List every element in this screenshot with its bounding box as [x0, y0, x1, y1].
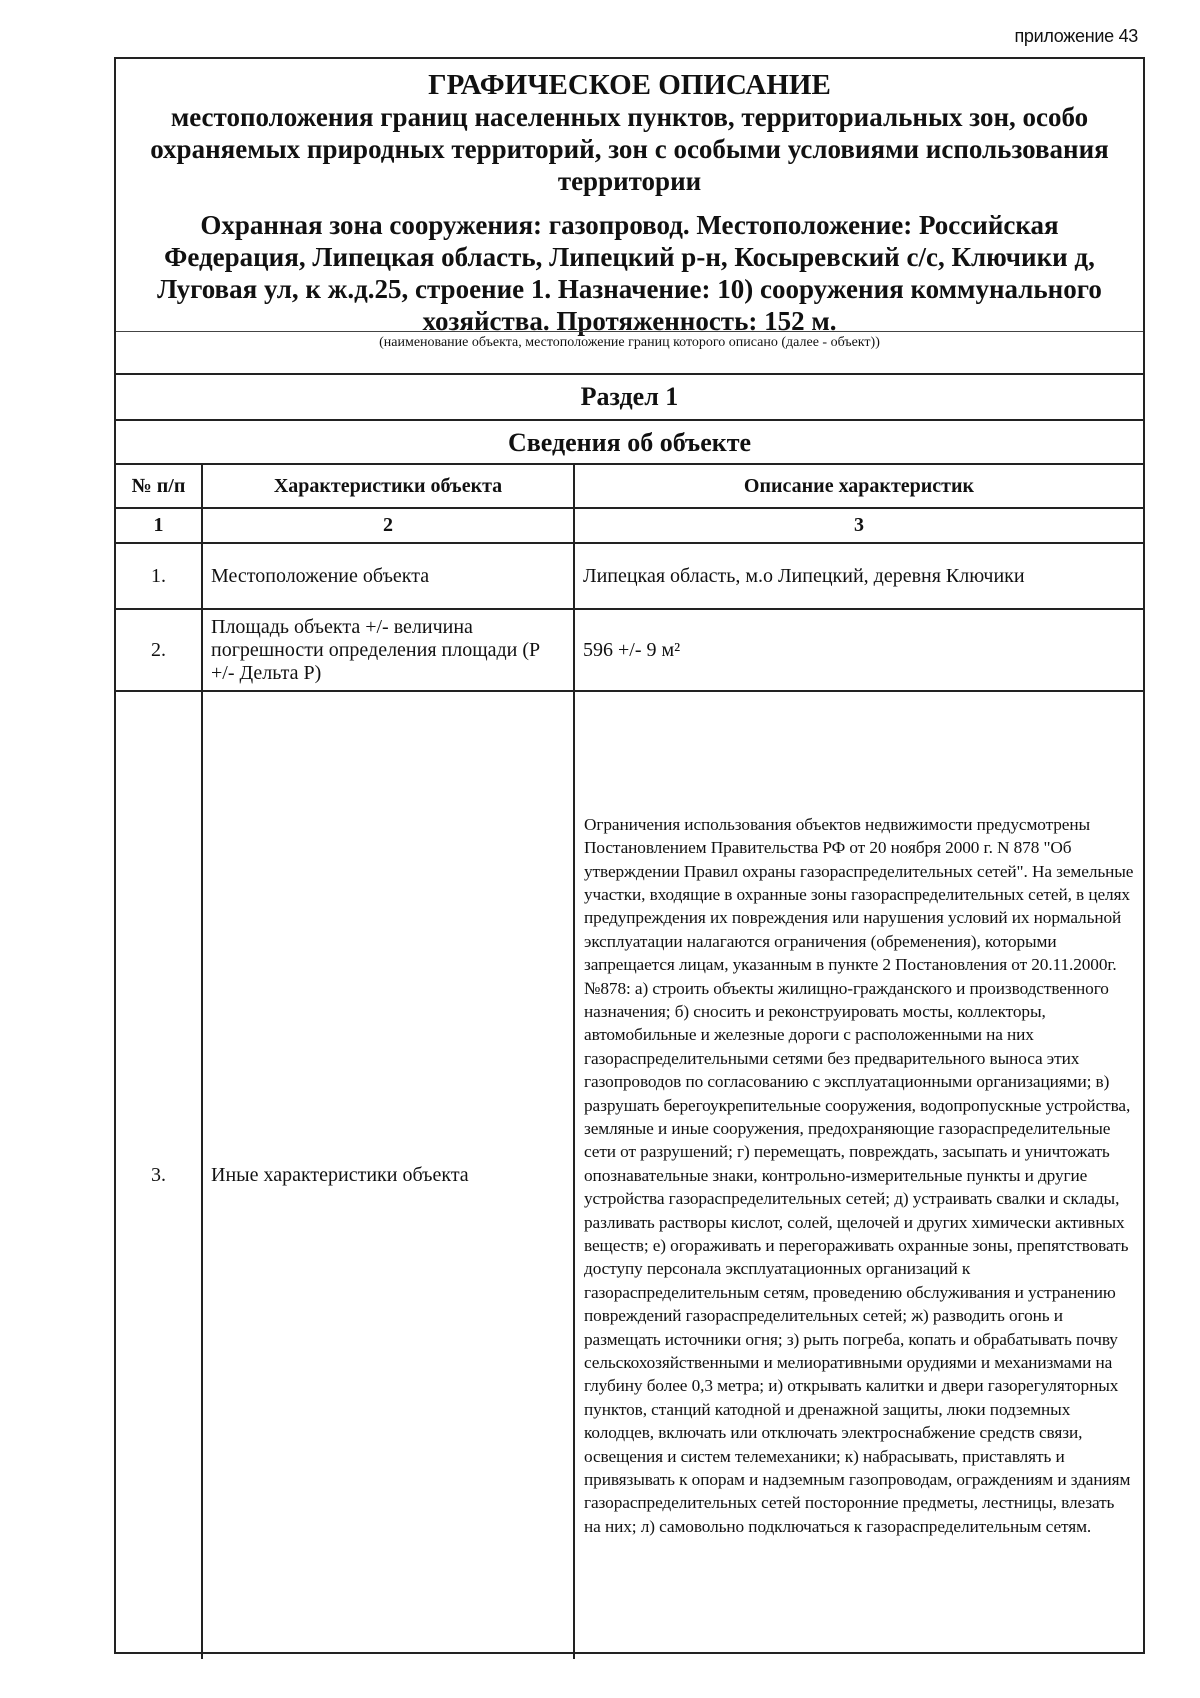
header-description: Описание характеристик — [574, 464, 1143, 508]
column-number: 3 — [574, 508, 1143, 543]
row-number: 3. — [116, 691, 202, 1659]
document-header — [116, 59, 1143, 373]
column-number-row — [116, 508, 1143, 543]
section-subtitle: Сведения об объекте — [116, 419, 1143, 465]
document-title: ГРАФИЧЕСКОЕ ОПИСАНИЕ — [428, 69, 831, 101]
table-row — [116, 691, 1143, 1659]
object-description: Охранная зона сооружения: газопровод. Местоположение: Российская Федерация, Липецкая область, Липецкий р-н, Косыревский с/с, Ключики д, Луговая ул, к ж.д.25, строение 1. Назначение: 10) сооружения коммунального хозяйства. Протяженность: 152 м. — [157, 210, 1102, 336]
row-characteristic: Местоположение объекта — [202, 543, 574, 609]
row-number: 1. — [116, 543, 202, 609]
row-description: Липецкая область, м.о Липецкий, деревня Ключики — [574, 543, 1143, 609]
table-row — [116, 609, 1143, 691]
document-subtitle: местоположения границ населенных пунктов, территориальных зон, особо охраняемых природных территорий, зон с особыми условиями использования территории — [150, 102, 1109, 196]
row-number: 2. — [116, 609, 202, 691]
caption-rule — [116, 331, 1143, 332]
column-number: 2 — [202, 508, 574, 543]
header-number: № п/п — [116, 464, 202, 508]
row-description: 596 +/- 9 м² — [574, 609, 1143, 691]
row-characteristic: Площадь объекта +/- величина погрешности определения площади (P +/- Дельта P) — [202, 609, 574, 691]
column-number: 1 — [116, 508, 202, 543]
appendix-label: приложение 43 — [1014, 26, 1138, 46]
header-characteristic: Характеристики объекта — [202, 464, 574, 508]
table-row — [116, 543, 1143, 609]
row-characteristic: Иные характеристики объекта — [202, 691, 574, 1659]
section-title: Раздел 1 — [116, 373, 1143, 419]
document-frame — [114, 57, 1145, 1654]
object-caption: (наименование объекта, местоположение границ которого описано (далее - объект)) — [379, 335, 880, 350]
object-info-table — [116, 463, 1143, 1659]
row-description: Ограничения использования объектов недвижимости предусмотрены Постановлением Правительства РФ от 20 ноября 2000 г. N 878 "Об утверждении Правил охраны газораспределительных сетей". На земельные участки, входящие в охранные зоны газораспределительных сетей, в целях предупреждения их повреждения или нарушения условий их нормальной эксплуатации налагаются ограничения (обременения), которыми запрещается лицам, указанным в пункте 2 Постановления от 20.11.2000г. №878: а) строить объекты жилищно-гражданского и производственного назначения; б) сносить и реконструировать мосты, коллекторы, автомобильные и железные дороги с расположенными на них газораспределительными сетями без предварительного выноса этих газопроводов по согласованию с эксплуатационными организациями; в) разрушать берегоукрепительные сооружения, водопропускные устройства, земляные и иные сооружения, предохраняющие газораспределительные сети от разрушений; г) перемещать, повреждать, засыпать и уничтожать опознавательные знаки, контрольно-измерительные пункты и другие устройства газораспределительных сетей; д) устраивать свалки и склады, разливать растворы кислот, солей, щелочей и других химически активных веществ; е) огораживать и перегораживать охранные зоны, препятствовать доступу персонала эксплуатационных организаций к газораспределительным сетям, проведению обслуживания и устранению повреждений газораспределительных сетей; ж) разводить огонь и размещать источники огня; з) рыть погреба, копать и обрабатывать почву сельскохозяйственными и мелиоративными орудиями и механизмами на глубину более 0,3 метра; и) открывать калитки и двери газорегуляторных пунктов, станций катодной и дренажной защиты, люки подземных колодцев, включать или отключать электроснабжение средств связи, освещения и систем телемеханики; к) набрасывать, приставлять и привязывать к опорам и надземным газопроводам, ограждениям и зданиям газораспределительных сетей посторонние предметы, лестницы, влезать на них; л) самовольно подключаться к газораспределительным сетям. — [574, 691, 1143, 1659]
table-header-row — [116, 464, 1143, 508]
